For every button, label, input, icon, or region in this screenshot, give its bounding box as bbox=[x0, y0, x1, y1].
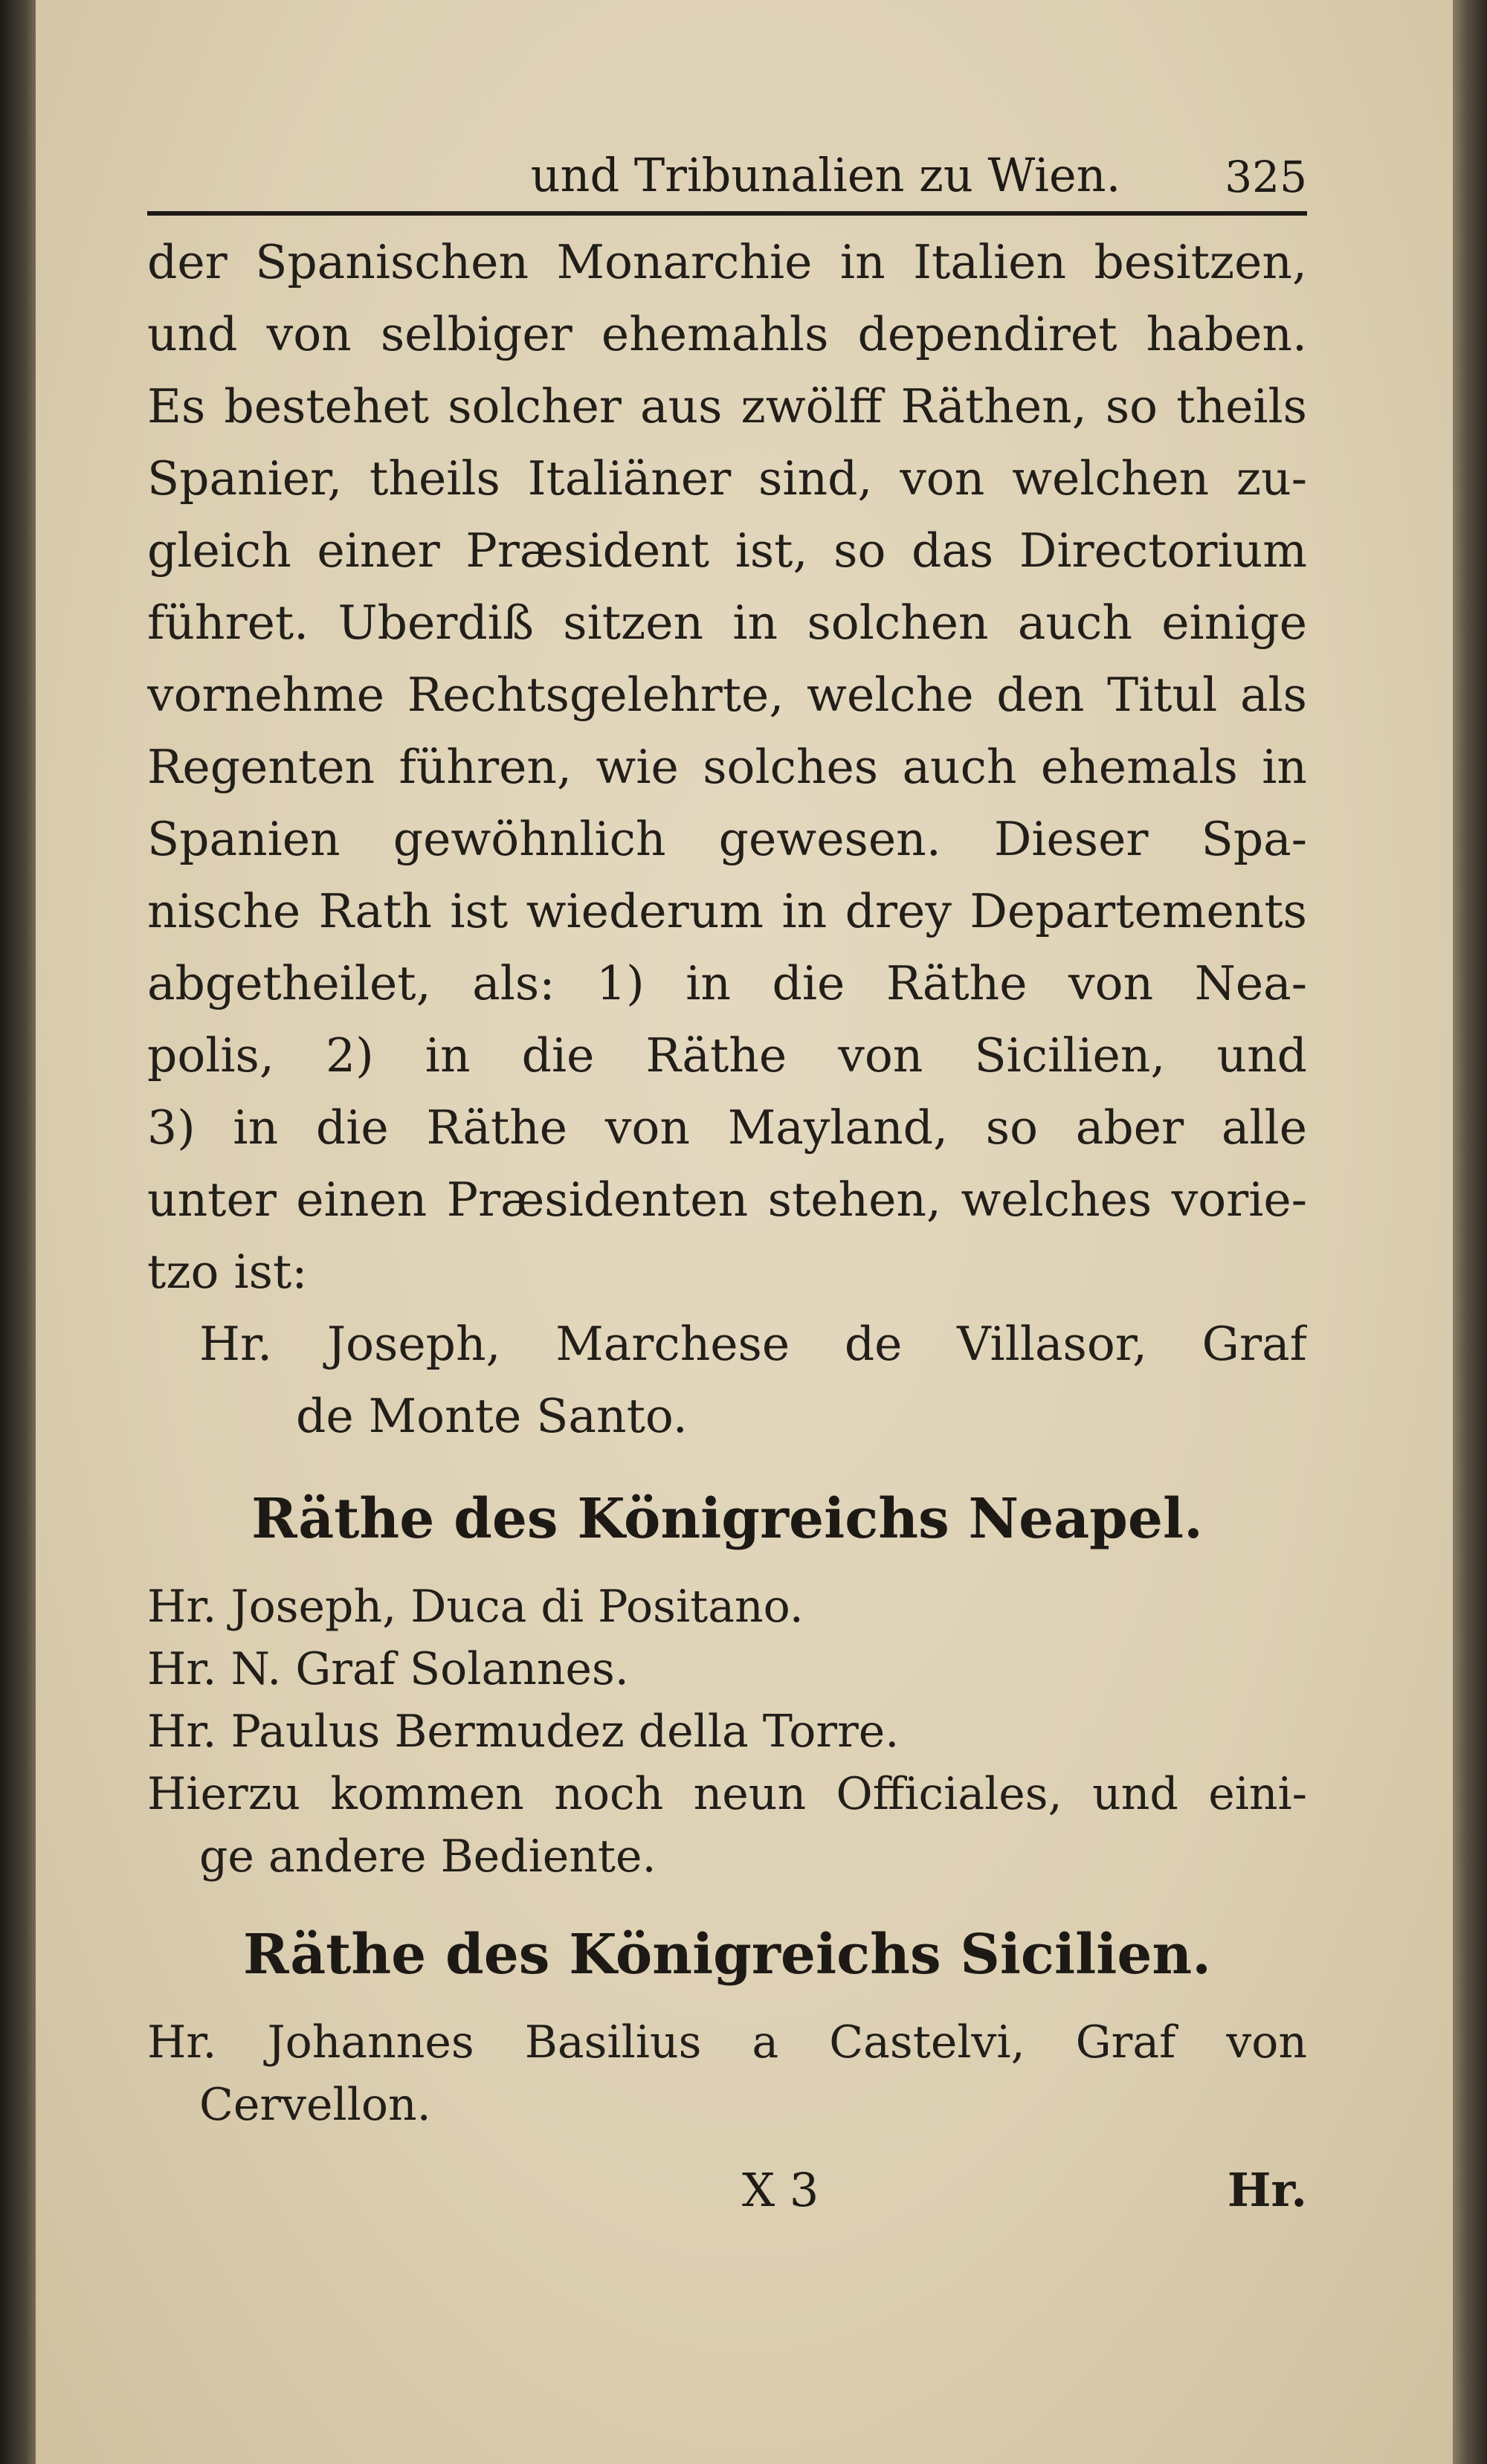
footer-line bbox=[147, 2163, 1307, 2237]
list-item: Hr. Paulus Bermudez della Torre. bbox=[147, 1706, 900, 1758]
paragraph-line: tzo ist: bbox=[147, 1245, 308, 1299]
paragraph-line: führet. Uberdiß sitzen in solchen auch einige bbox=[147, 596, 1307, 650]
list-item: Hr. Johannes Basilius a Castelvi, Graf von bbox=[147, 2016, 1307, 2068]
list-item: Hr. Joseph, Duca di Positano. bbox=[147, 1581, 804, 1633]
paragraph-line: und von selbiger ehemahls dependiret haben. bbox=[147, 307, 1307, 361]
page-content bbox=[147, 141, 1307, 2237]
book-page bbox=[36, 0, 1453, 2464]
paragraph-line: abgetheilet, als: 1) in die Räthe von Nea- bbox=[147, 956, 1307, 1010]
paragraph-line: polis, 2) in die Räthe von Sicilien, und bbox=[147, 1028, 1307, 1083]
section-heading-naples: Räthe des Königreichs Neapel. bbox=[251, 1487, 1203, 1551]
paragraph-line: nische Rath ist wiederum in drey Departements bbox=[147, 884, 1307, 938]
paragraph-line: 3) in die Räthe von Mayland, so aber alle bbox=[147, 1100, 1307, 1155]
page-edge-shadow bbox=[1453, 0, 1487, 2464]
running-title: und Tribunalien zu Wien. bbox=[530, 148, 1121, 202]
paragraph-line: gleich einer Præsident ist, so das Directorium bbox=[147, 523, 1307, 578]
list-item-continuation: Cervellon. bbox=[199, 2079, 431, 2131]
paragraph-line: Regenten führen, wie solches auch ehemals in bbox=[147, 740, 1307, 794]
president-entry: Hr. Joseph, Marchese de Villasor, Graf bbox=[199, 1317, 1307, 1371]
paragraph-line: Spanien gewöhnlich gewesen. Dieser Spa- bbox=[147, 812, 1307, 866]
signature-mark: X 3 bbox=[742, 2163, 819, 2217]
naples-council-list bbox=[147, 1576, 1307, 1888]
naples-note: Hierzu kommen noch neun Officiales, und eini- bbox=[147, 1768, 1307, 1820]
page-number: 325 bbox=[1225, 152, 1307, 202]
section-heading-sicily: Räthe des Königreichs Sicilien. bbox=[243, 1923, 1211, 1987]
main-paragraph bbox=[147, 226, 1307, 1452]
catchword: Hr. bbox=[1227, 2163, 1307, 2217]
president-entry-continuation: de Monte Santo. bbox=[296, 1389, 688, 1443]
list-item: Hr. N. Graf Solannes. bbox=[147, 1643, 629, 1695]
paragraph-line: vornehme Rechtsgelehrte, welche den Titul als bbox=[147, 668, 1307, 722]
paragraph-line: der Spanischen Monarchie in Italien besitzen, bbox=[147, 235, 1307, 289]
paragraph-line: Es bestehet solcher aus zwölff Räthen, so theils bbox=[147, 379, 1307, 433]
sicily-council-list bbox=[147, 2011, 1307, 2136]
running-header bbox=[147, 141, 1307, 216]
paragraph-line: Spanier, theils Italiäner sind, von welchen zu- bbox=[147, 451, 1307, 506]
naples-note-continuation: ge andere Bediente. bbox=[199, 1831, 657, 1883]
paragraph-line: unter einen Præsidenten stehen, welches vorie- bbox=[147, 1173, 1307, 1227]
book-spine-shadow bbox=[0, 0, 36, 2464]
